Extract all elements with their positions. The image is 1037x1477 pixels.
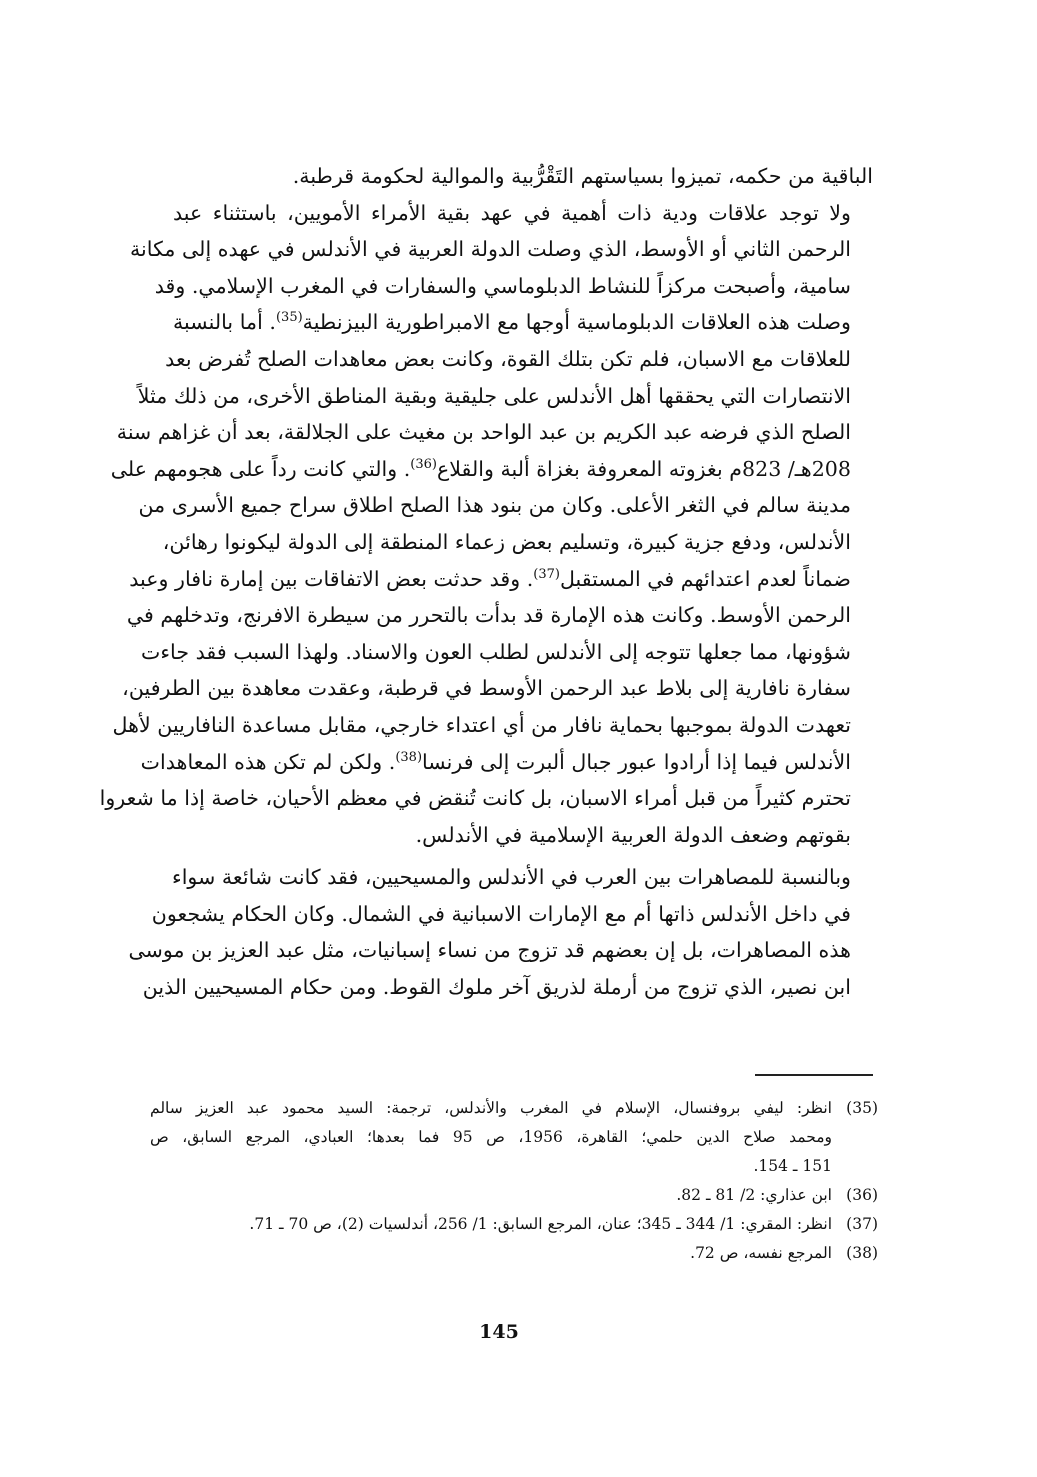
text-line: الرحمن الثاني أو الأوسط، الذي وصلت الدولة العربية في الأندلس في عهده إلى مكانة xyxy=(130,237,851,262)
footnote-line: ومحمد صلاح الدين حلمي؛ القاهرة، 1956، ص 95 فما بعدها؛ العبادي، المرجع السابق، ص xyxy=(150,1128,832,1146)
text-line: سامية، وأصبحت مركزاً للنشاط الدبلوماسي والسفارات في المغرب الإسلامي. وقد xyxy=(154,273,851,298)
text-line: تحترم كثيراً من قبل أمراء الاسبان، بل كانت تُنقض في معظم الأحيان، خاصة إذا ما شعروا xyxy=(99,786,851,811)
footnote-38 xyxy=(150,1239,878,1268)
paragraph-2 xyxy=(99,195,873,854)
text-line: مدينة سالم في الثغر الأعلى. وكان من بنود هذا الصلح اطلاق سراح جميع الأسرى من xyxy=(138,493,851,518)
text-line: الانتصارات التي يحققها أهل الأندلس على جليقية وبقية المناطق الأخرى، من ذلك مثلاً xyxy=(137,383,851,408)
text-line: الباقية من حكمه، تميزوا بسياستهم التَقْرُّبية والموالية لحكومة قرطبة. xyxy=(292,164,873,188)
footnote-line: انظر: المقري: 1/ 344 ـ 345؛ عنان، المرجع السابق: 1/ 256، أندلسيات (2)، ص 70 ـ 71. xyxy=(249,1215,832,1233)
text-line: الرحمن الأوسط. وكانت هذه الإمارة قد بدأت بالتحرر من سيطرة الافرنج، وتدخلهم في xyxy=(126,603,851,628)
footnote-ref-35: (35) xyxy=(275,310,303,326)
text-line: هذه المصاهرات، بل إن بعضهم قد تزوج من نساء إسبانيات، مثل عبد العزيز بن موسى xyxy=(128,938,851,963)
text-line: سفارة نافارية إلى بلاط عبد الرحمن الأوسط في قرطبة، وعقدت معاهدة بين الطرفين، xyxy=(122,676,851,701)
footnote-number: (38) xyxy=(846,1244,878,1262)
footnote-divider xyxy=(755,1074,873,1076)
text-line xyxy=(173,304,873,341)
text-line xyxy=(140,744,873,781)
footnote-ref-37: (37) xyxy=(533,566,560,582)
footnote-line: ابن عذاري: 2/ 81 ـ 82. xyxy=(676,1186,832,1204)
text-line: للعلاقات مع الاسبان، فلم تكن بتلك القوة، وكانت بعض معاهدات الصلح تُفرض بعد xyxy=(165,346,851,371)
text-line: في داخل الأندلس ذاتها أم مع الإمارات الاسبانية في الشمال. وكان الحكام يشجعون xyxy=(151,901,851,926)
text-segment: وصلت هذه العلاقات الدبلوماسية أوجها مع الامبراطورية البيزنطية xyxy=(302,310,851,335)
footnote-ref-38: (38) xyxy=(395,749,423,765)
text-line: ابن نصير، الذي تزوج من أرملة لذريق آخر ملوك القوط. ومن حكام المسيحيين الذين xyxy=(142,975,851,1000)
footnote-35 xyxy=(150,1094,878,1181)
text-line: وبالنسبة للمصاهرات بين العرب في الأندلس والمسيحيين، فقد كانت شائعة سواء xyxy=(172,865,851,890)
text-line xyxy=(110,451,873,488)
text-line: ولا توجد علاقات ودية ذات أهمية في عهد بقية الأمراء الأمويين، باستثناء عبد xyxy=(173,200,851,225)
footnote-line: المرجع نفسه، ص 72. xyxy=(690,1244,832,1262)
text-segment: . والتي كانت رداً على هجومهم على xyxy=(110,456,411,481)
footnote-line: انظر: ليفي بروفنسال، الإسلام في المغرب والأندلس، ترجمة: السيد محمود عبد العزيز سالم xyxy=(150,1099,832,1117)
text-segment: ضماناً لعدم اعتدائهم في المستقبل xyxy=(559,566,851,591)
text-line: تعهدت الدولة بموجبها بحماية نافار من أي اعتداء خارجي، مقابل مساعدة النافاريين لأهل xyxy=(112,712,851,737)
footnote-line: 151 ـ 154. xyxy=(753,1157,832,1175)
footnote-36 xyxy=(150,1181,878,1210)
footnote-ref-36: (36) xyxy=(410,456,437,472)
page-number: 145 xyxy=(479,1321,519,1343)
footnotes xyxy=(150,1094,878,1268)
text-line: الصلح الذي فرضه عبد الكريم بن عبد الواحد بن مغيث على الجلالقة، بعد أن غزاهم سنة xyxy=(116,420,851,445)
text-segment: . أما بالنسبة xyxy=(173,310,276,335)
footnote-number: (36) xyxy=(846,1186,878,1204)
text-segment: الأندلس فيما إذا أرادوا عبور جبال ألبرت إلى فرنسا xyxy=(422,749,851,774)
text-line: بقوتهم وضعف الدولة العربية الإسلامية في الأندلس. xyxy=(415,822,851,847)
footnote-number: (37) xyxy=(846,1215,878,1233)
text-line: شؤونها، مما جعلها تتوجه إلى الأندلس لطلب العون والاسناد. ولهذا السبب فقد جاءت xyxy=(140,639,851,664)
footnote-37 xyxy=(150,1210,878,1239)
footnote-number: (35) xyxy=(846,1099,878,1117)
main-text xyxy=(99,158,873,1006)
text-segment: . ولكن لم تكن هذه المعاهدات xyxy=(140,749,396,774)
text-line xyxy=(129,561,873,598)
text-segment: 208هـ/ 823م بغزوته المعروفة بغزاة ألبة والقلاع xyxy=(436,456,851,481)
text-segment: . وقد حدثت بعض الاتفاقات بين إمارة نافار وعبد xyxy=(129,566,534,591)
paragraph-3 xyxy=(128,859,873,1005)
text-line: الأندلس، ودفع جزية كبيرة، وتسليم بعض زعماء المنطقة إلى الدولة ليكونوا رهائن، xyxy=(162,529,851,554)
paragraph-1 xyxy=(173,158,873,195)
